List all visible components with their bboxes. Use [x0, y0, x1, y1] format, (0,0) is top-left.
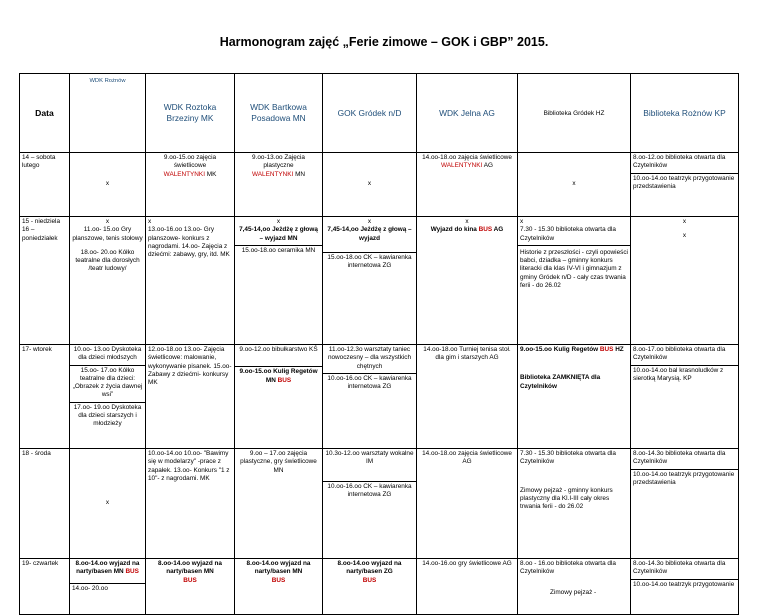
activity-text: 9.oo-15.oo zajęcia świetlicowe: [163, 154, 217, 170]
table-row: [20, 153, 739, 217]
activity-text: 10.oo-14.oo bal krasnoludków z sierotką Marysią. KP: [631, 365, 738, 384]
x-mark: x: [682, 218, 687, 225]
header-biblioteka-grodek: Biblioteka Gródek HZ: [518, 74, 631, 153]
cell-bib-grodek: [518, 345, 631, 449]
activity-text: 14.oo-18.oo zajęcia świetlicowe: [422, 154, 512, 161]
activity-text: 12.oo-18.oo 13.oo- Zajęcia świetlicowe: malowanie, wykonywanie pisanek. 15.oo- Zabawy z dziećmi- konkursy MK: [148, 346, 232, 387]
table-row: [20, 345, 739, 449]
cell-bib-rozniow: [631, 153, 739, 217]
activity-text: 10.oo-14.oo teatrzyk przygotowanie przedstawienia: [631, 173, 738, 192]
activity-text: 15.oo-18.oo CK – kawiarenka internetowa ZG: [323, 252, 416, 271]
header-wdk-jelna: WDK Jelna AG: [417, 74, 518, 153]
cell-jelna: [417, 217, 518, 345]
activity-text: 7.30 - 15.30 biblioteka otwarta dla Czytelników: [520, 226, 616, 242]
row-date: 15 - niedziela 16 – poniedziałek: [20, 217, 70, 345]
x-mark: x: [148, 218, 152, 225]
bus-label: BUS: [183, 576, 197, 584]
row-date: 14 – sobota lutego: [20, 153, 70, 217]
activity-text: 10.oo- 13.oo Dyskoteka dla dzieci młodszych: [73, 346, 142, 362]
cell-jelna: [417, 559, 518, 615]
cell-roztoka: [146, 153, 235, 217]
activity-text: 8.oo-14.3o biblioteka otwarta dla Czytelników: [633, 560, 726, 576]
cell-bib-grodek: [518, 449, 631, 559]
activity-text: 9.oo-13.oo Zajęcia plastyczne: [252, 154, 305, 170]
activity-text: 9.oo-15.oo Kulig Regetów MN: [239, 368, 318, 384]
cell-bartkowa: [235, 559, 323, 615]
walentynki-label: WALENTYNKI: [441, 162, 483, 170]
activity-text: 13.oo-16.oo 13.oo- Gry planszowe- konkurs z nagrodami. 14.oo- Zajęcia z dziećmi: zabawy, gry, itd. MK: [148, 226, 230, 259]
cell-rozniow: [70, 559, 146, 615]
activity-text: 15.oo- 17.oo Kółko teatralne dla dzieci: „Obrazek z życia dawnej wsi”: [70, 365, 145, 400]
instructor-code: AG: [493, 226, 504, 234]
cell-gok: [323, 217, 417, 345]
activity-text: 7,45-14,oo Jeżdżę z głową – wyjazd: [327, 226, 412, 242]
activity-text: 7,45-14,oo Jeżdżę z głową – wyjazd MN: [239, 226, 318, 242]
activity-text: 18.oo- 20.oo Kółko teatralne dla dorosłych /teatr ludowy/: [75, 248, 140, 273]
activity-text: 9.oo-12.oo bibułkarstwo KŚ: [239, 346, 318, 353]
cell-bib-grodek: [518, 217, 631, 345]
table-row: [20, 449, 739, 559]
activity-text: Historie z przeszłości - czyli opowieści babci, dziadka – gminny konkurs literacki dla klas IV-VI i gimnazjum z gminy Gródek n/D - cały czas trwania ferii - do 26.02: [518, 245, 630, 290]
cell-bib-rozniow: [631, 449, 739, 559]
cell-gok: x: [323, 153, 417, 217]
activity-text: 10.oo-14.oo teatrzyk przygotowanie: [631, 579, 738, 589]
walentynki-label: WALENTYNKI: [163, 170, 205, 178]
activity-text: 10.oo-16.oo CK – kawiarenka internetowa ZG: [323, 373, 416, 392]
bus-label: BUS: [277, 376, 292, 384]
cell-bib-grodek: x: [518, 153, 631, 217]
instructor-code: MK: [206, 170, 217, 178]
activity-text: 14.oo-16.oo gry świetlicowe AG: [422, 560, 512, 567]
x-mark: x: [465, 218, 469, 225]
cell-rozniow: x: [70, 153, 146, 217]
bus-label: BUS: [362, 576, 377, 584]
activity-text: 9.oo – 17.oo zajęcia plastyczne, gry świetlicowe MN: [240, 450, 317, 474]
cell-gok: [323, 449, 417, 559]
activity-text: 10.oo-14.oo teatrzyk przygotowanie przedstawienia: [631, 469, 738, 488]
closed-notice: Biblioteka ZAMKNIĘTA dla Czytelników: [520, 374, 601, 390]
cell-bartkowa: [235, 449, 323, 559]
activity-text: 14.oo- 20.oo: [70, 583, 145, 593]
activity-text: 17.oo- 19.oo Dyskoteka dla dzieci starszych i młodzieży: [70, 402, 145, 429]
activity-text: 14.oo-18.oo Turniej tenisa stoł. dla gim i starszych AG: [423, 346, 511, 362]
activity-text: 10.oo-16.oo CK – kawiarenka internetowa ZG: [323, 481, 416, 500]
cell-roztoka: [146, 449, 235, 559]
activity-text: 15.oo-18.oo ceramika MN: [235, 245, 322, 255]
table-row: [20, 559, 739, 615]
header-wdk-roztoka: WDK Roztoka Brzeziny MK: [146, 74, 235, 153]
bus-label: BUS: [478, 226, 493, 234]
header-row: [20, 74, 739, 153]
x-mark: x: [367, 218, 372, 225]
cell-bartkowa: [235, 153, 323, 217]
activity-text: 7.30 - 15.30 biblioteka otwarta dla Czytelników: [520, 450, 616, 466]
cell-rozniow: [70, 345, 146, 449]
cell-bib-rozniow: [631, 217, 739, 345]
activity-text: 8.oo-17.oo biblioteka otwarta dla Czytelników: [633, 346, 726, 362]
activity-text: 10.3o-12.oo warsztaty wokalne IM: [325, 450, 414, 466]
activity-text: 8.oo-12.oo biblioteka otwarta dla Czytelników: [633, 154, 726, 170]
activity-text: 8.oo - 16.oo biblioteka otwarta dla Czytelników: [520, 560, 616, 576]
page-title: Harmonogram zajęć „Ferie zimowe – GOK i GBP” 2015.: [219, 35, 549, 49]
row-date: 19- czwartek: [20, 559, 70, 615]
activity-text: Wyjazd do kina: [430, 226, 477, 234]
bus-label: BUS: [125, 568, 139, 576]
cell-rozniow: x: [70, 449, 146, 559]
cell-gok: [323, 559, 417, 615]
cell-roztoka: [146, 345, 235, 449]
x-mark: x: [520, 218, 524, 225]
bus-label: BUS: [271, 576, 286, 584]
instructor-code: MN: [295, 170, 306, 178]
cell-roztoka: [146, 217, 235, 345]
instructor-code: AG: [483, 162, 493, 170]
activity-text: Zimowy pejzaż - gminny konkurs plastyczny dla Kl.I-III cały okres trwania ferii - do 26.02: [520, 486, 613, 511]
header-wdk-rozniow: WDK Rożnów: [70, 74, 146, 153]
activity-text: 14.oo-18.oo zajęcia świetlicowe AG: [422, 450, 512, 466]
header-date: Data: [20, 74, 70, 153]
activity-text: 10.oo-14.oo 10.oo- "Bawimy się w modelarzy" -prace z zapałek. 13.oo- Konkurs "1 z 10"- z nagrodami. MK: [148, 450, 230, 482]
activity-text: 8.oo-14.oo wyjazd na narty/basen MN: [246, 560, 311, 576]
activity-text: 8.oo-14.oo wyjazd na narty/basen MN: [75, 560, 140, 576]
activity-text: Zimowy pejzaż -: [550, 588, 597, 596]
cell-bartkowa: [235, 217, 323, 345]
cell-roztoka: [146, 559, 235, 615]
header-wdk-bartkowa: WDK Bartkowa Posadowa MN: [235, 74, 323, 153]
header-gok-grodek: GOK Gródek n/D: [323, 74, 417, 153]
cell-bib-rozniow: [631, 559, 739, 615]
cell-bib-grodek: [518, 559, 631, 615]
row-date: 17- wtorek: [20, 345, 70, 449]
cell-gok: [323, 345, 417, 449]
cell-rozniow: [70, 217, 146, 345]
cell-bib-rozniow: [631, 345, 739, 449]
row-date: 18 - środa: [20, 449, 70, 559]
x-mark: x: [105, 218, 110, 225]
activity-text: 9.oo-15.oo Kulig Regetów: [520, 346, 599, 353]
cell-jelna: [417, 345, 518, 449]
header-biblioteka-rozniow: Biblioteka Rożnów KP: [631, 74, 739, 153]
activity-text: 8.oo-14.oo wyjazd na narty/basen ZG: [337, 560, 402, 576]
instructor-code: HZ: [615, 346, 624, 353]
table-row: [20, 217, 739, 345]
x-mark: x: [682, 232, 687, 240]
walentynki-label: WALENTYNKI: [251, 170, 294, 178]
activity-text: 8.oo-14.oo wyjazd na narty/basen MN: [158, 560, 222, 576]
activity-text: 11.oo-12.3o warsztaty taniec nowoczesny – dla wszystkich chętnych: [327, 346, 412, 370]
cell-jelna: [417, 449, 518, 559]
cell-bartkowa: [235, 345, 323, 449]
x-mark: x: [276, 218, 281, 225]
cell-jelna: [417, 153, 518, 217]
bus-label: BUS: [599, 346, 614, 353]
activity-text: 11.oo- 15.oo Gry planszowe, tenis stołowy: [72, 226, 143, 242]
activity-text: 8.oo-14.3o biblioteka otwarta dla Czytelników: [633, 450, 726, 466]
schedule-table: [19, 73, 739, 615]
